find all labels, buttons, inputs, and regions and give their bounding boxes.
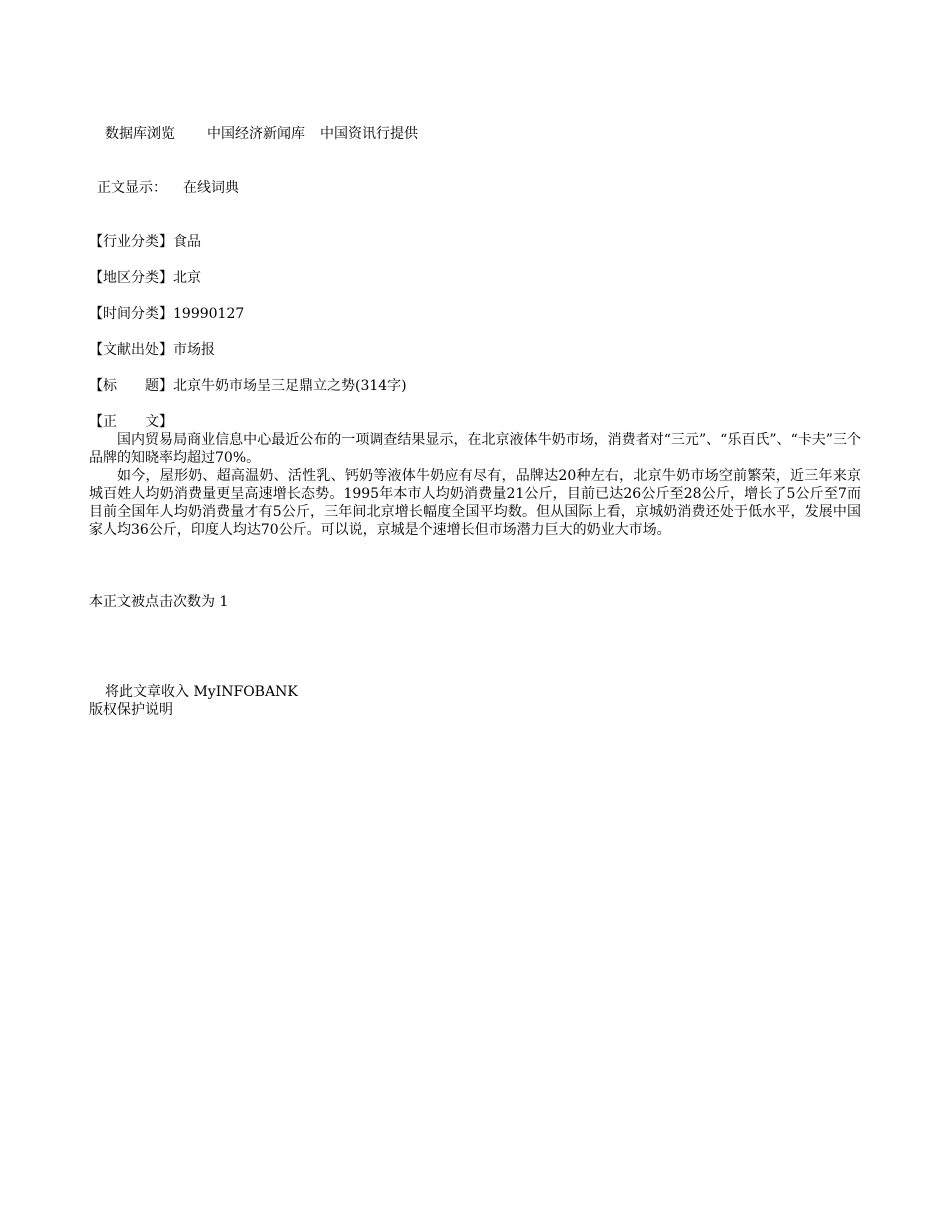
article-paragraph: 国内贸易局商业信息中心最近公布的一项调查结果显示，在北京液体牛奶市场，消费者对“三元”、“乐百氏”、“卡夫”三个品牌的知晓率均超过70%。 (89, 432, 861, 466)
display-label: 正文显示： (97, 180, 167, 196)
online-dictionary-link[interactable]: 在线词典 (183, 180, 239, 196)
meta-region: 【地区分类】北京 (89, 270, 201, 286)
meta-title: 【标 题】北京牛奶市场呈三足鼎立之势(314字) (89, 378, 407, 394)
news-db-link[interactable]: 中国经济新闻库 (207, 126, 305, 142)
database-browse-link[interactable]: 数据库浏览 (105, 126, 175, 142)
meta-industry: 【行业分类】食品 (89, 234, 201, 250)
copyright-notice-link[interactable]: 版权保护说明 (89, 702, 173, 718)
provider-text: 中国资讯行提供 (320, 126, 418, 142)
article-body (89, 431, 861, 539)
article-paragraph: 如今，屋形奶、超高温奶、活性乳、钙奶等液体牛奶应有尽有，品牌达20种左右，北京牛奶市场空前繁荣，近三年来京城百姓人均奶消费量更呈高速增长态势。1995年本市人均奶消费量21公斤，目前已达26公斤至28公斤，增长了5公斤至7而目前全国年人均奶消费量才有5公斤，三年间北京增长幅度全国平均数。但从国际上看，京城奶消费还处于低水平，发展中国家人均36公斤，印度人均达70公斤。可以说，京城是个速增长但市场潜力巨大的奶业大市场。 (89, 468, 861, 538)
click-count: 本正文被点击次数为 1 (89, 594, 229, 610)
meta-date: 【时间分类】19990127 (89, 306, 245, 322)
save-to-myinfobank-link[interactable]: 将此文章收入 MyINFOBANK (105, 684, 298, 700)
meta-source: 【文献出处】市场报 (89, 342, 215, 358)
body-label: 【正 文】 (89, 414, 173, 430)
